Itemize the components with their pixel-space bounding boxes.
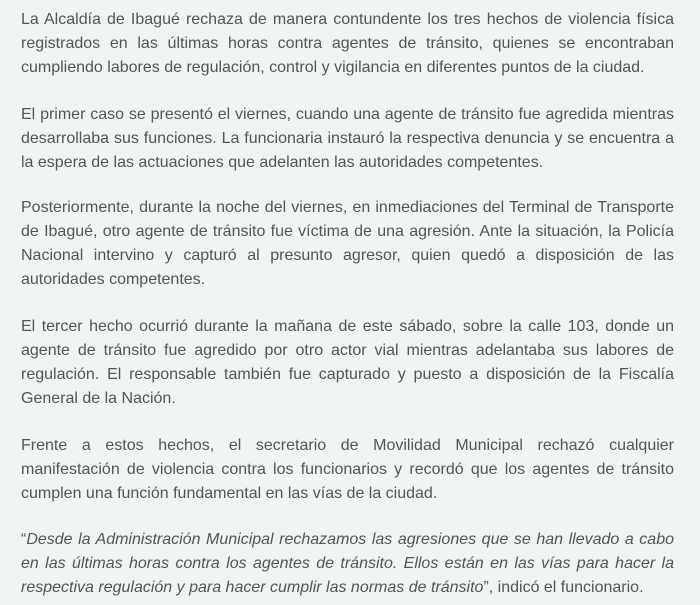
paragraph-first-case: El primer caso se presentó el viernes, cuando una agente de tránsito fue agredida mientras desarrollaba sus funciones. La funcionaria instauró la respectiva denuncia y se encuentra a la espera de las actuaciones que adelanten las autoridades competentes. — [21, 106, 674, 171]
quote-open-mark: “ — [21, 531, 27, 548]
quote-text: Desde la Administración Municipal rechazamos las agresiones que se han llevado a cabo en las últimas horas contra los agentes de tránsito. Ellos están en las vías para hacer la respectiva regulación y para hacer cumplir las normas de tránsito — [21, 531, 674, 596]
quote-paragraph — [21, 528, 674, 600]
paragraph-second-case: Posteriormente, durante la noche del viernes, en inmediaciones del Terminal de Transporte de Ibagué, otro agente de tránsito fue víctima de una agresión. Ante la situación, la Policía Nacional intervino y capturó al presunto agresor, quien quedó a disposición de las autoridades competentes. — [21, 199, 674, 288]
paragraph-third-case: El tercer hecho ocurrió durante la mañana de este sábado, sobre la calle 103, donde un agente de tránsito fue agredido por otro actor vial mientras adelantaba sus labores de regulación. El responsable también fue capturado y puesto a disposición de la Fiscalía General de la Nación. — [21, 318, 674, 407]
quote-close-mark: ” — [483, 579, 489, 596]
paragraph-secretary-statement: Frente a estos hechos, el secretario de Movilidad Municipal rechazó cualquier manifestación de violencia contra los funcionarios y recordó que los agentes de tránsito cumplen una función fundamental en las vías de la ciudad. — [21, 437, 674, 502]
paragraph-intro: La Alcaldía de Ibagué rechaza de manera contundente los tres hechos de violencia física registrados en las últimas horas contra agentes de tránsito, quienes se encontraban cumpliendo labores de regulación, control y vigilancia en diferentes puntos de la ciudad. — [21, 11, 674, 76]
quote-attribution: , indicó el funcionario. — [488, 579, 644, 596]
